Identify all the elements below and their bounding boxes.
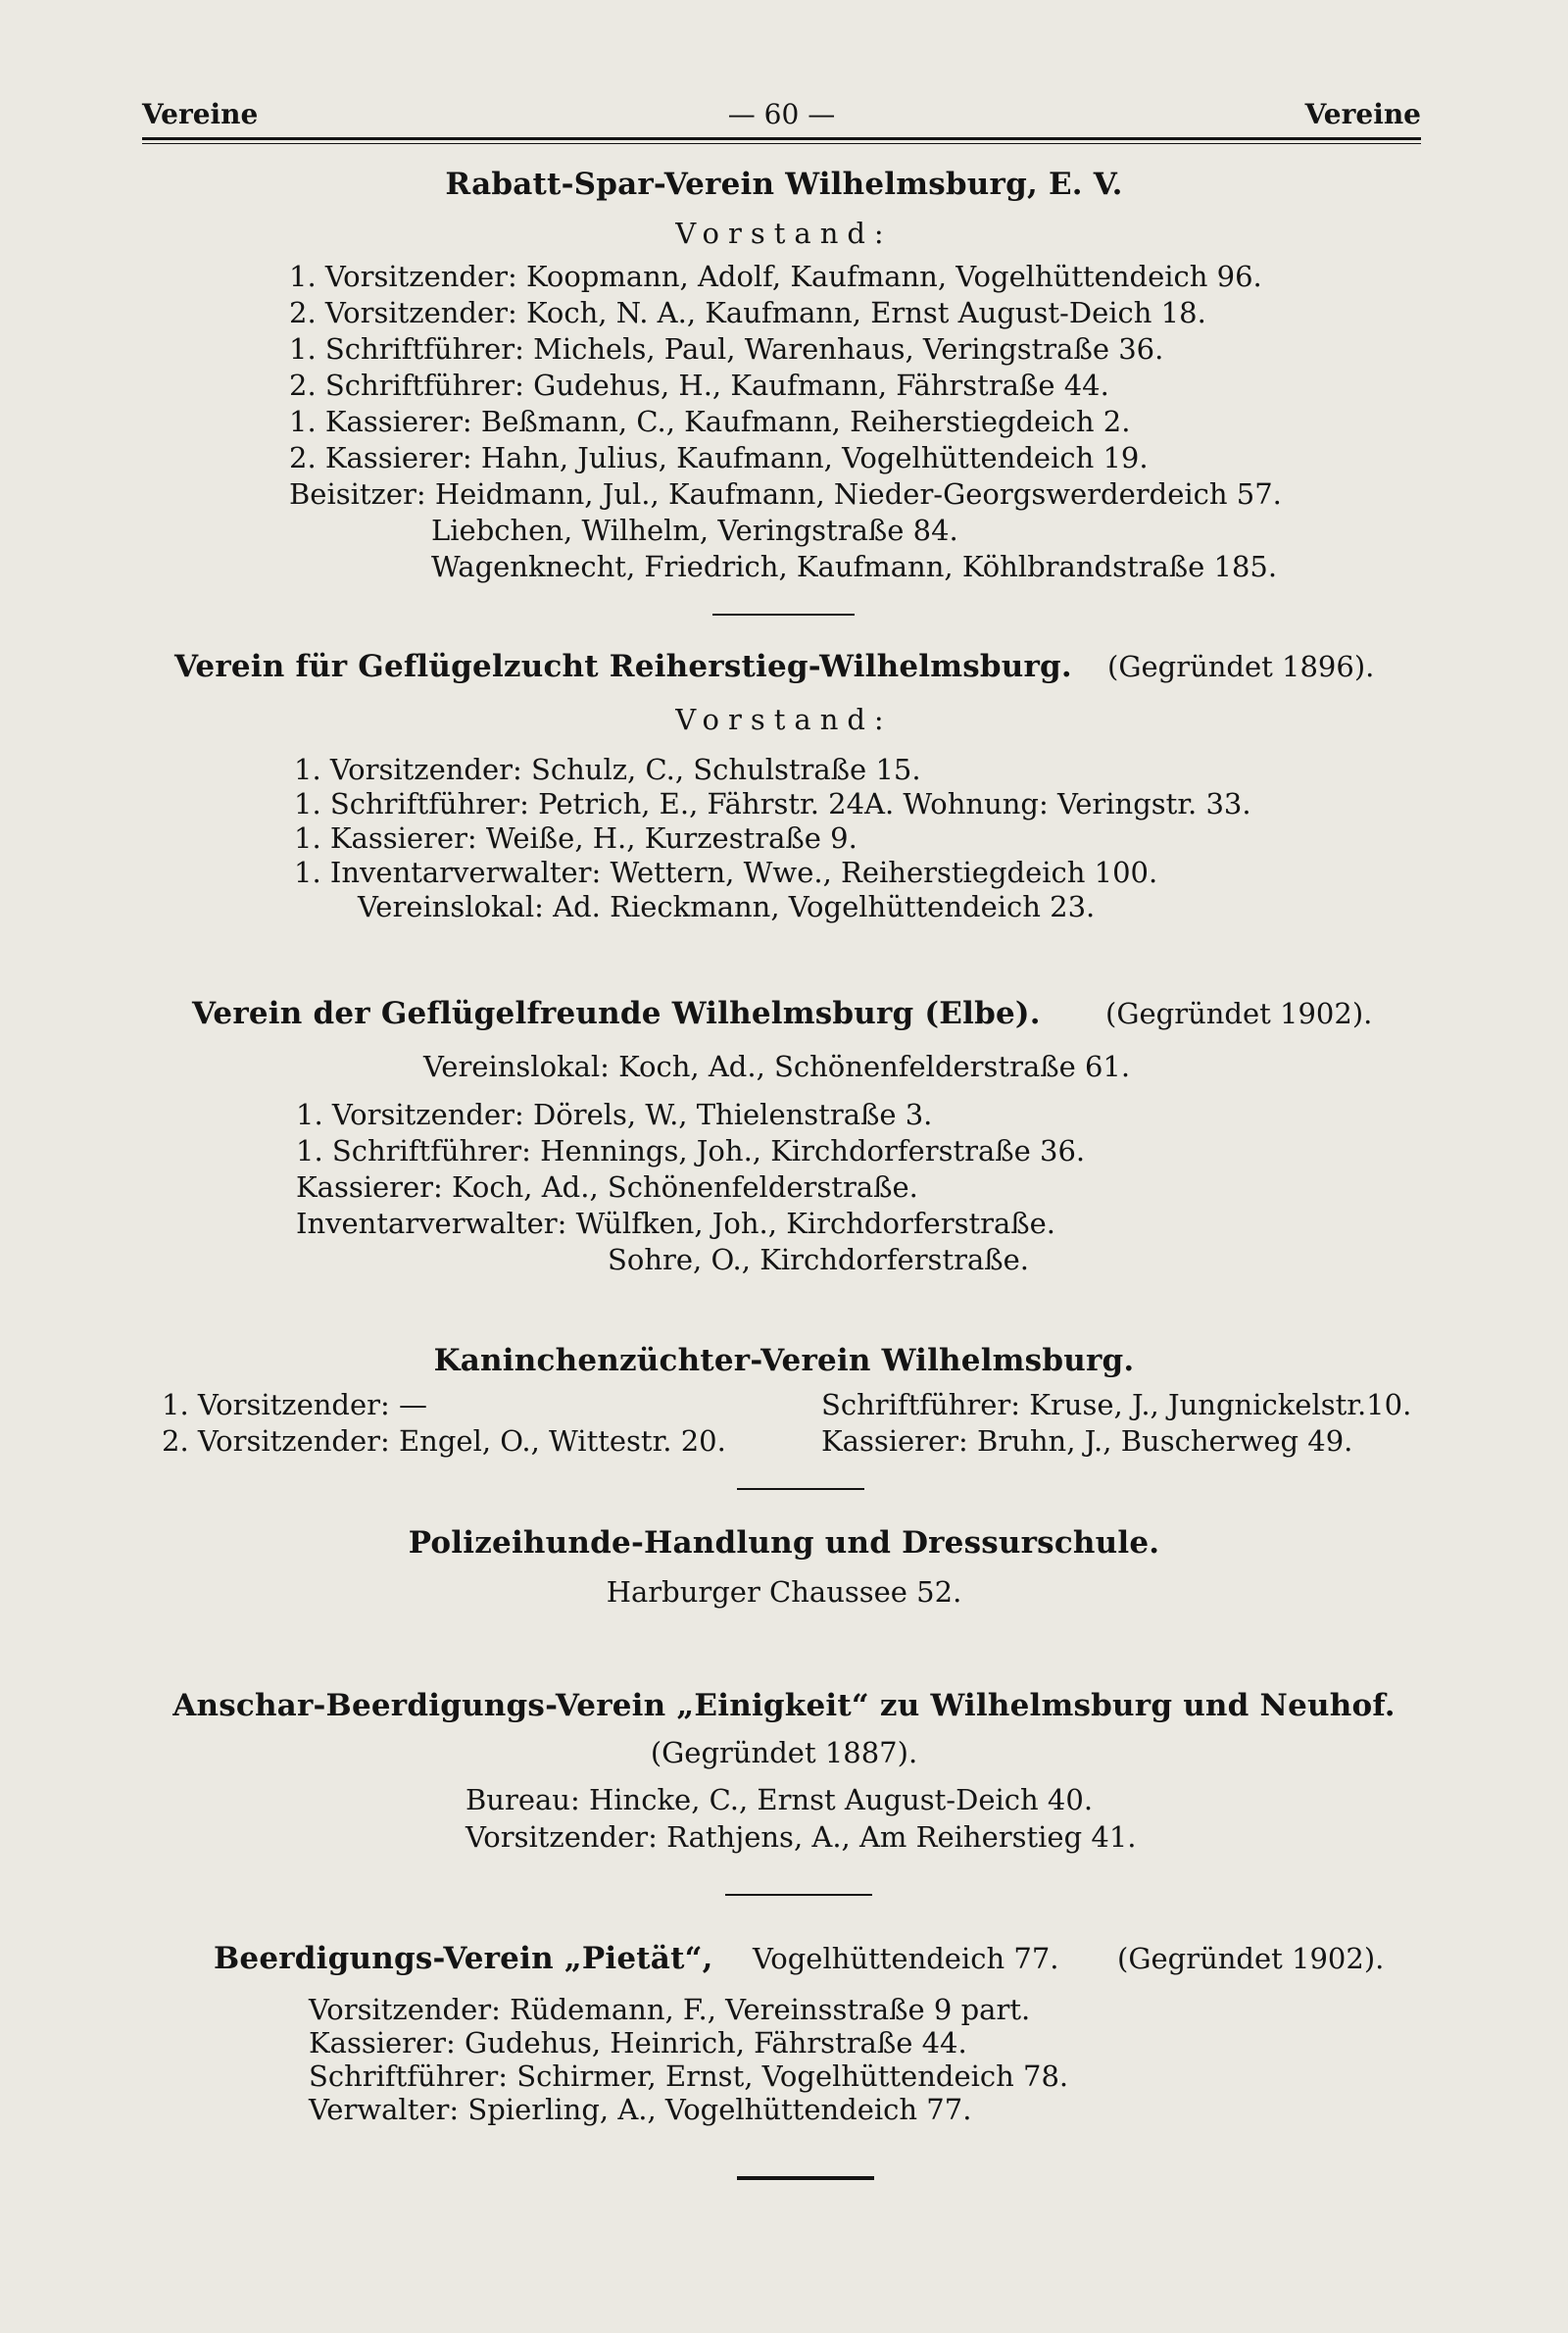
header-right: Vereine: [1304, 98, 1421, 130]
section-subheading: Vorstand:: [675, 217, 893, 250]
founded-note: (Gegründet 1896).: [1107, 650, 1375, 683]
entry-line: Vorsitzender: Rathjens, A., Am Reiherstieg 41.: [466, 1820, 1137, 1854]
entry-line: 1. Vorsitzender: —: [162, 1388, 427, 1421]
entry-line: Liebchen, Wilhelm, Veringstraße 84.: [431, 514, 958, 547]
section-title: Polizeihunde-Handlung und Dressurschule.: [408, 1525, 1160, 1561]
entry-line: Inventarverwalter: Wülfken, Joh., Kirchdorferstraße.: [296, 1207, 1056, 1240]
entry-line: Schriftführer: Kruse, J., Jungnickelstr.10.: [821, 1388, 1412, 1421]
entry-line: Sohre, O., Kirchdorferstraße.: [608, 1243, 1030, 1276]
entry-line: Kassierer: Koch, Ad., Schönenfelderstraße.: [296, 1170, 918, 1204]
end-rule: [737, 2176, 874, 2180]
entry-line: 2. Vorsitzender: Engel, O., Wittestr. 20.: [162, 1424, 726, 1458]
section-title: Beerdigungs-Verein „Pietät“,: [214, 1941, 713, 1976]
entry-line: 1. Vorsitzender: Dörels, W., Thielenstraße 3.: [296, 1098, 933, 1131]
entry-line: Bureau: Hincke, C., Ernst August-Deich 40.: [466, 1783, 1094, 1816]
entry-line: Kassierer: Gudehus, Heinrich, Fährstraße 44.: [309, 2026, 967, 2060]
entry-line: 2. Kassierer: Hahn, Julius, Kaufmann, Vogelhüttendeich 19.: [289, 441, 1149, 474]
entry-line: 1. Inventarverwalter: Wettern, Wwe., Reiherstiegdeich 100.: [294, 856, 1158, 889]
entry-line: Schriftführer: Schirmer, Ernst, Vogelhüttendeich 78.: [309, 2060, 1069, 2093]
header-rule: [142, 137, 1421, 144]
header-left: Vereine: [142, 98, 259, 130]
section-title: Rabatt-Spar-Verein Wilhelmsburg, E. V.: [445, 167, 1123, 202]
entry-line: Beisitzer: Heidmann, Jul., Kaufmann, Nieder-Georgswerderdeich 57.: [289, 477, 1282, 511]
entry-line: Verwalter: Spierling, A., Vogelhüttendeich 77.: [309, 2093, 972, 2126]
entry-line: 1. Kassierer: Beßmann, C., Kaufmann, Reiherstiegdeich 2.: [289, 405, 1131, 438]
section-title: Anschar-Beerdigungs-Verein „Einigkeit“ zu Wilhelmsburg und Neuhof.: [172, 1688, 1396, 1723]
entry-line: 2. Schriftführer: Gudehus, H., Kaufmann, Fährstraße 44.: [289, 369, 1109, 402]
section-title: Kaninchenzüchter-Verein Wilhelmsburg.: [433, 1343, 1135, 1378]
section-separator: [725, 1894, 872, 1896]
running-header: [142, 98, 1421, 137]
section-separator: [737, 1488, 864, 1490]
entry-line: 1. Schriftführer: Petrich, E., Fährstr. 24A. Wohnung: Veringstr. 33.: [294, 787, 1251, 820]
entry-line: Vereinslokal: Ad. Rieckmann, Vogelhüttendeich 23.: [358, 890, 1096, 923]
founded-note: (Gegründet 1887).: [650, 1736, 918, 1769]
entry-line: Vereinslokal: Koch, Ad., Schönenfelderstraße 61.: [423, 1050, 1131, 1083]
entry-line: Kassierer: Bruhn, J., Buscherweg 49.: [821, 1424, 1353, 1458]
title-address: Vogelhüttendeich 77.: [753, 1942, 1059, 1975]
founded-note: (Gegründet 1902).: [1105, 997, 1373, 1030]
entry-line: Vorsitzender: Rüdemann, F., Vereinsstraße 9 part.: [309, 1993, 1031, 2026]
entry-line: Harburger Chaussee 52.: [606, 1575, 962, 1609]
entry-line: 1. Schriftführer: Hennings, Joh., Kirchdorferstraße 36.: [296, 1134, 1086, 1167]
founded-note: (Gegründet 1902).: [1117, 1942, 1385, 1975]
entry-line: 1. Vorsitzender: Schulz, C., Schulstraße 15.: [294, 753, 921, 786]
section-title: Verein der Geflügelfreunde Wilhelmsburg (Elbe).: [192, 996, 1041, 1031]
section-separator: [712, 614, 855, 616]
page-number: — 60 —: [727, 98, 836, 130]
entry-line: 1. Schriftführer: Michels, Paul, Warenhaus, Veringstraße 36.: [289, 332, 1164, 366]
section-title: Verein für Geflügelzucht Reiherstieg-Wilhelmsburg.: [174, 649, 1072, 684]
section-subheading: Vorstand:: [675, 703, 893, 736]
entry-line: 1. Kassierer: Weiße, H., Kurzestraße 9.: [294, 821, 858, 855]
entry-line: 1. Vorsitzender: Koopmann, Adolf, Kaufmann, Vogelhüttendeich 96.: [289, 260, 1262, 293]
entry-line: Wagenknecht, Friedrich, Kaufmann, Köhlbrandstraße 185.: [431, 550, 1278, 583]
entry-line: 2. Vorsitzender: Koch, N. A., Kaufmann, Ernst August-Deich 18.: [289, 296, 1206, 329]
